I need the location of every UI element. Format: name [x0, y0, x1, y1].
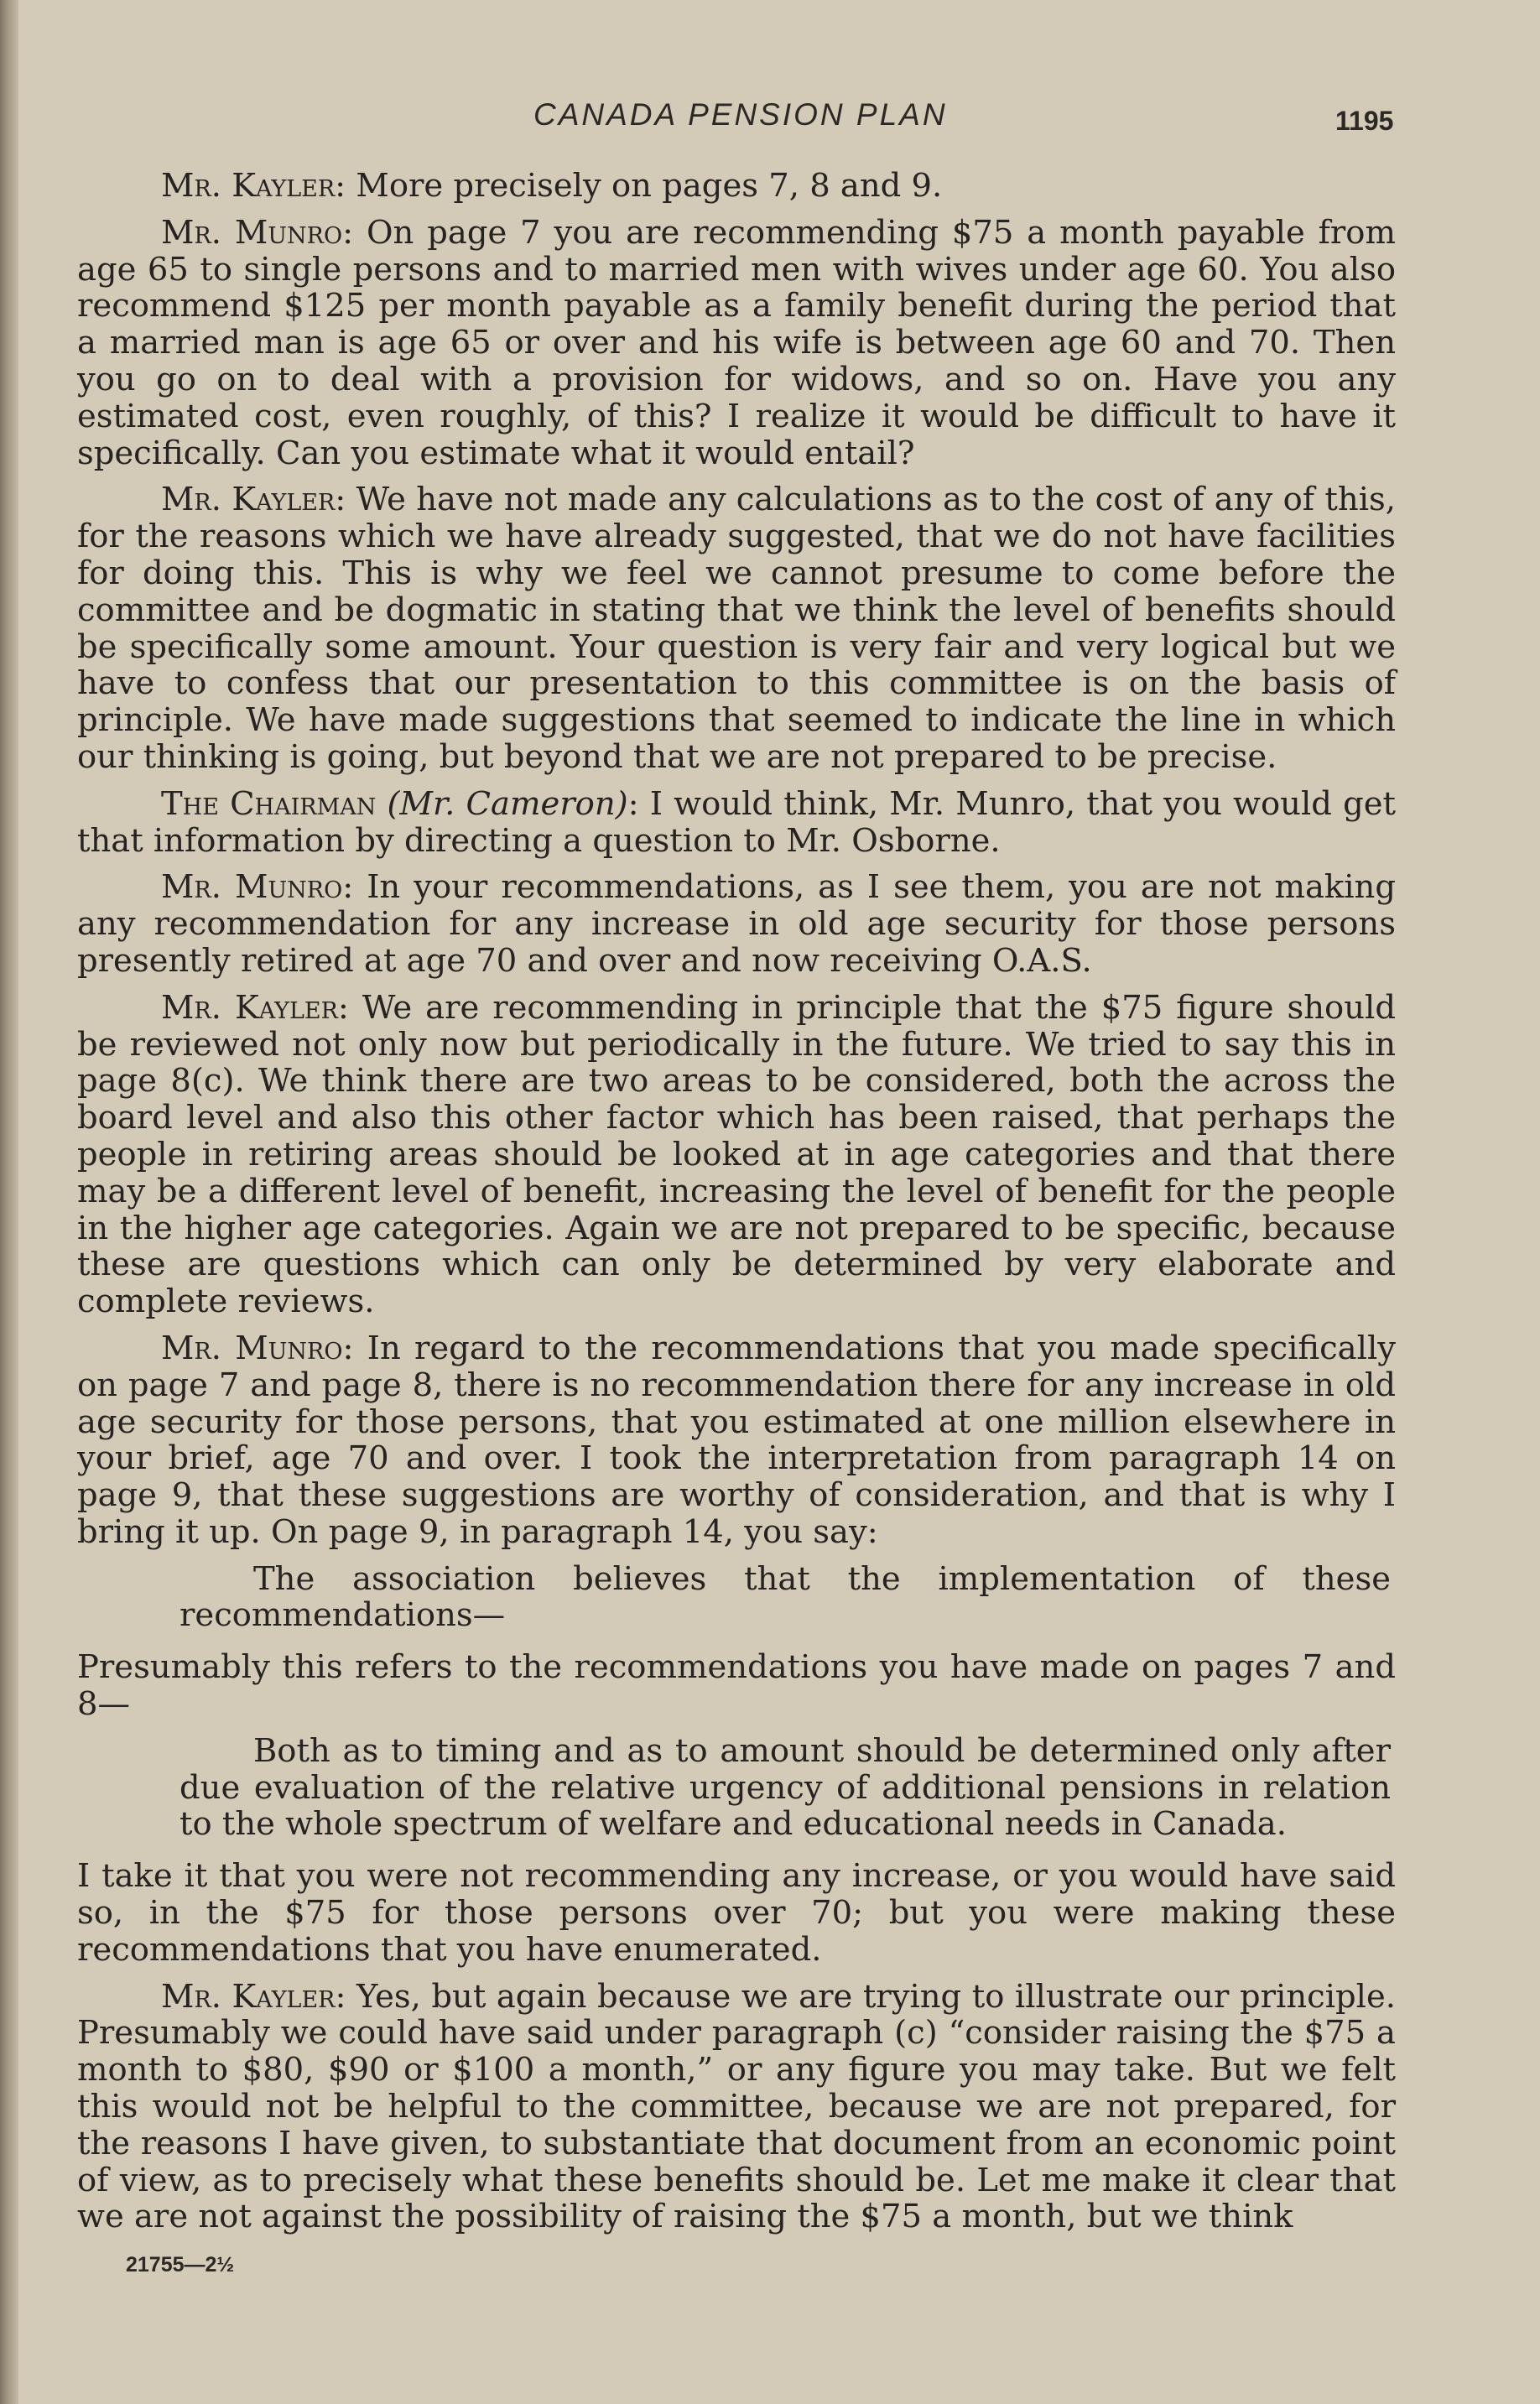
- paragraph: [77, 215, 1396, 472]
- speaker-name: Mr. Munro:: [161, 1329, 354, 1367]
- speaker-name: The Chairman: [161, 784, 377, 823]
- running-head: CANADA PENSION PLAN: [533, 97, 948, 132]
- paragraph: [77, 1330, 1396, 1551]
- paragraph-text: We are recommending in principle that the $75 figure should be reviewed not only now but periodically in the future. We tried to say this in page 8(c). We think there are two areas to be considered, both the across the board level and also this other factor which has been raised, that perhaps the people in retiring areas should be looked at in age categories and that there may be a different level of benefit, increasing the level of benefit for the people in the higher age categories. Again we are not prepared to be specific, because these are questions which can only be determined by very elaborate and complete reviews.: [77, 988, 1396, 1321]
- paragraph-continuation: Presumably this refers to the recommendations you have made on pages 7 and 8—: [77, 1648, 1396, 1724]
- paragraph-text: We have not made any calculations as to the cost of any of this, for the reasons which we have already suggested, that we do not have facilities for doing this. This is why we feel we cannot presume to come before the committee and be dogmatic in stating that we think the level of benefits should be specifically some amount. Your question is very fair and very logical but we have to confess that our presentation to this committee is on the basis of principle. We have made suggestions that seemed to indicate the line in which our thinking is going, but beyond that we are not prepared to be precise.: [77, 481, 1396, 776]
- binding-edge: [0, 0, 18, 2404]
- speaker-name: Mr. Munro:: [161, 868, 354, 907]
- paragraph: [77, 786, 1396, 860]
- paragraph: [77, 481, 1396, 775]
- paragraph-continuation: I take it that you were not recommending any increase, or you would have said so, in the $75 for those persons over 70; but you were making these recommendations that you have enumerated.: [77, 1857, 1396, 1969]
- paragraph-text: In your recommendations, as I see them, you are not making any recommendation for any increase in old age security for those persons presently retired at age 70 and over and now receiving O.A.S.: [77, 868, 1396, 980]
- signature-code: 21755—2½: [126, 2253, 235, 2277]
- speaker-name: Mr. Kayler:: [161, 1977, 346, 2016]
- paragraph-text: More precisely on pages 7, 8 and 9.: [346, 167, 943, 205]
- speaker-name: Mr. Kayler:: [161, 167, 346, 205]
- page-header: [0, 94, 1540, 144]
- speaker-name: Mr. Kayler:: [161, 988, 349, 1027]
- speaker-name: Mr. Munro:: [161, 213, 354, 252]
- speaker-name: Mr. Kayler:: [161, 481, 346, 519]
- block-quote: The association believes that the implementation of these recommendations—: [179, 1559, 1391, 1635]
- block-quote: Both as to timing and as to amount should be determined only after due evaluation of the relative urgency of additional pensions in relation to the whole spectrum of welfare and educational needs in Canada.: [179, 1731, 1391, 1844]
- speaker-aside: (Mr. Cameron): [376, 784, 628, 823]
- paragraph: [77, 168, 1396, 205]
- paragraph-text: On page 7 you are recommending $75 a month payable from age 65 to single persons and to married men with wives under age 60. You also recommend $125 per month payable as a family benefit during the period that a married man is age 65 or over and his wife is between age 60 and 70. Then you go on to deal with a provision for widows, and so on. Have you any estimated cost, even roughly, of this? I realize it would be difficult to have it specifically. Can you estimate what it would entail?: [77, 213, 1396, 472]
- paragraph-text: In regard to the recommendations that you made specifically on page 7 and page 8, there is no recommendation there for any increase in old age security for those persons, that you estimated at one million elsewhere in your brief, age 70 and over. I took the interpretation from paragraph 14 on page 9, that these suggestions are worthy of consideration, and that is why I bring it up. On page 9, in paragraph 14, you say:: [77, 1329, 1397, 1551]
- paragraph: [77, 990, 1396, 1320]
- paragraph: [77, 1979, 1396, 2236]
- page-number: 1195: [1335, 106, 1394, 136]
- paragraph-text: : I would think, Mr. Munro, that you would get that information by directing a question to Mr. Osborne.: [77, 784, 1396, 860]
- transcript-body: [77, 168, 1396, 2245]
- paragraph-text: Yes, but again because we are trying to illustrate our principle. Presumably we could have said under paragraph (c) “consider raising the $75 a month to $80, $90 or $100 a month,” or any figure you may take. But we felt this would not be helpful to the committee, because we are not prepared, for the reasons I have given, to substantiate that document from an economic point of view, as to precisely what these benefits should be. Let me make it clear that we are not against the possibility of raising the $75 a month, but we think: [77, 1977, 1396, 2236]
- paragraph: [77, 869, 1396, 979]
